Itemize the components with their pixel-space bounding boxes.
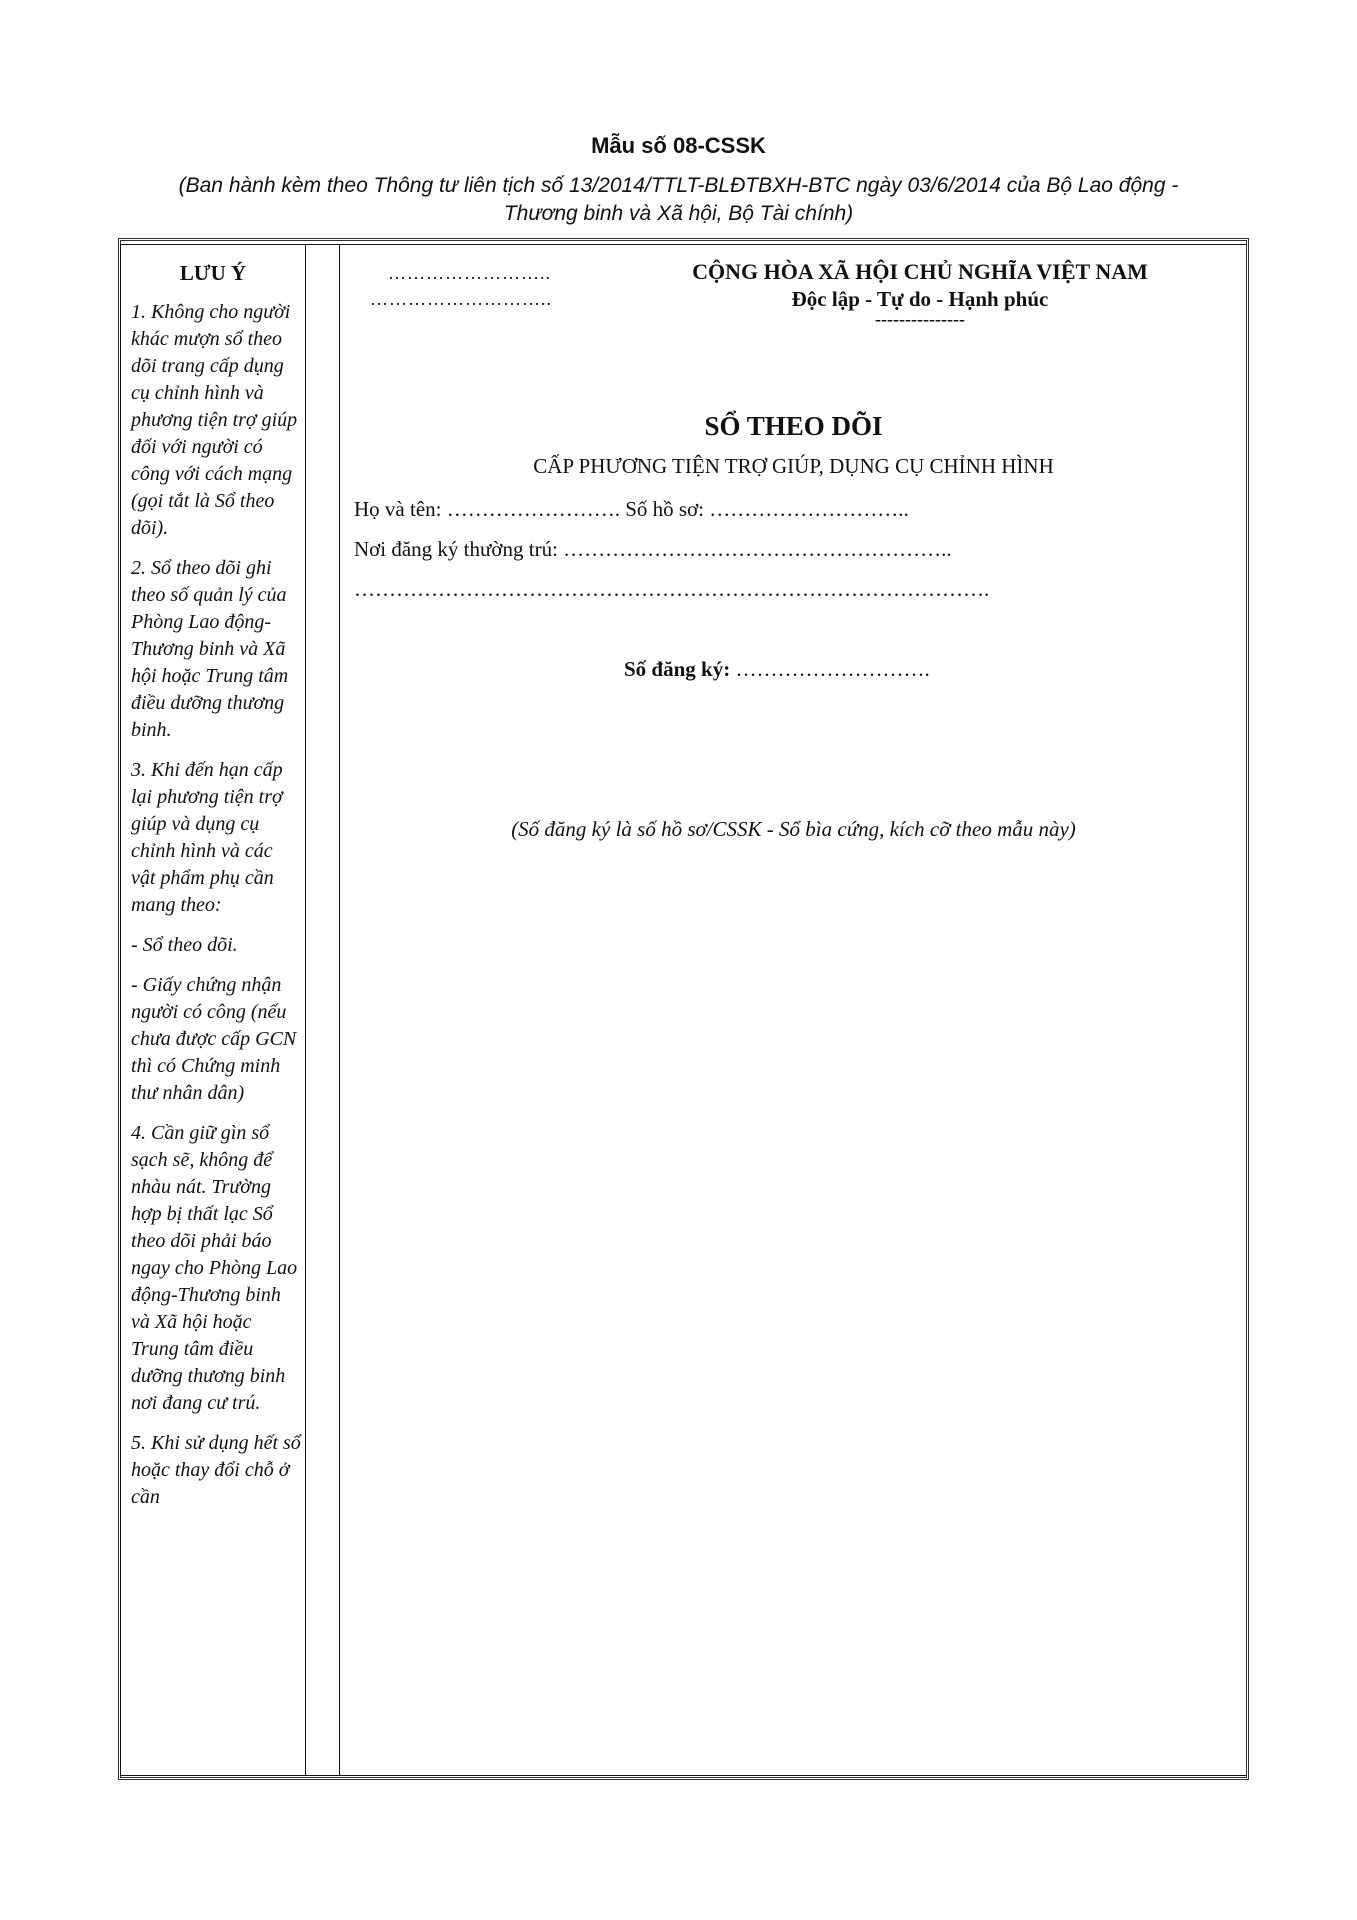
agency-line-2: ……………………….. [370,289,552,309]
notes-column [120,244,306,1776]
note-item: 5. Khi sử dụng hết sổ hoặc thay đổi chỗ ở cần [131,1432,301,1508]
cover-panel [340,244,1247,1776]
note-item: 4. Cần giữ gìn sổ sạch sẽ, không để nhàu nát. Trường hợp bị thất lạc Sổ theo dõi phải báo ngay cho Phòng Lao động-Thương binh và Xã hội hoặc Trung tâm điều dưỡng thương binh nơi đang cư trú. [131,1122,298,1414]
national-motto: Độc lập - Tự do - Hạnh phúc [791,287,1049,311]
binding-gutter [306,244,340,1776]
note-item: - Sổ theo dõi. [131,934,238,956]
residence-line: Nơi đăng ký thường trú: ……………………………………………….. [354,537,952,561]
registration-value: ………………………. [730,657,930,681]
registration-label: Số đăng ký: [624,657,731,681]
agency-line-1: …………………….. [388,263,551,283]
national-title: CỘNG HÒA XÃ HỘI CHỦ NGHĨA VIỆT NAM [692,259,1148,284]
note-item: 2. Sổ theo dõi ghi theo số quản lý của Phòng Lao động-Thương binh và Xã hội hoặc Trung tâm điều dưỡng thương binh. [131,557,289,741]
notes-list [131,299,301,1524]
book-title: SỔ THEO DÕI [704,411,883,441]
issuance-note [100,172,1257,228]
issuance-line-1: (Ban hành kèm theo Thông tư liên tịch số 13/2014/TTLT-BLĐTBXH-BTC ngày 03/6/2014 của Bộ Lao động - [178,174,1179,197]
book-subtitle: CẤP PHƯƠNG TIỆN TRỢ GIÚP, DỤNG CỤ CHỈNH HÌNH [533,454,1054,478]
issuance-line-2: Thương binh và Xã hội, Bộ Tài chính) [503,202,854,225]
form-code: Mẫu số 08-CSSK [591,133,766,158]
note-item: 1. Không cho người khác mượn sổ theo dõi trang cấp dụng cụ chỉnh hình và phương tiện trợ giúp đối với người có công với cách mạng (gọi tắt là Sổ theo dõi). [131,301,298,539]
name-record-line: Họ và tên: ……………………. Số hồ sơ: ……………………….. [354,497,909,521]
registration-line [624,657,930,682]
motto-divider: --------------- [875,309,965,329]
residence-dotted-line: ………………………………………………………………………………. [354,577,990,601]
note-item: - Giấy chứng nhận người có công (nếu chưa được cấp GCN thì có Chứng minh thư nhân dân) [131,974,297,1104]
notes-title: LƯU Ý [179,261,247,285]
note-item: 3. Khi đến hạn cấp lại phương tiện trợ giúp và dụng cụ chỉnh hình và các vật phẩm phụ cần mang theo: [131,759,283,916]
registration-note: (Số đăng ký là số hồ sơ/CSSK - Sổ bìa cứng, kích cỡ theo mẫu này) [511,817,1076,841]
